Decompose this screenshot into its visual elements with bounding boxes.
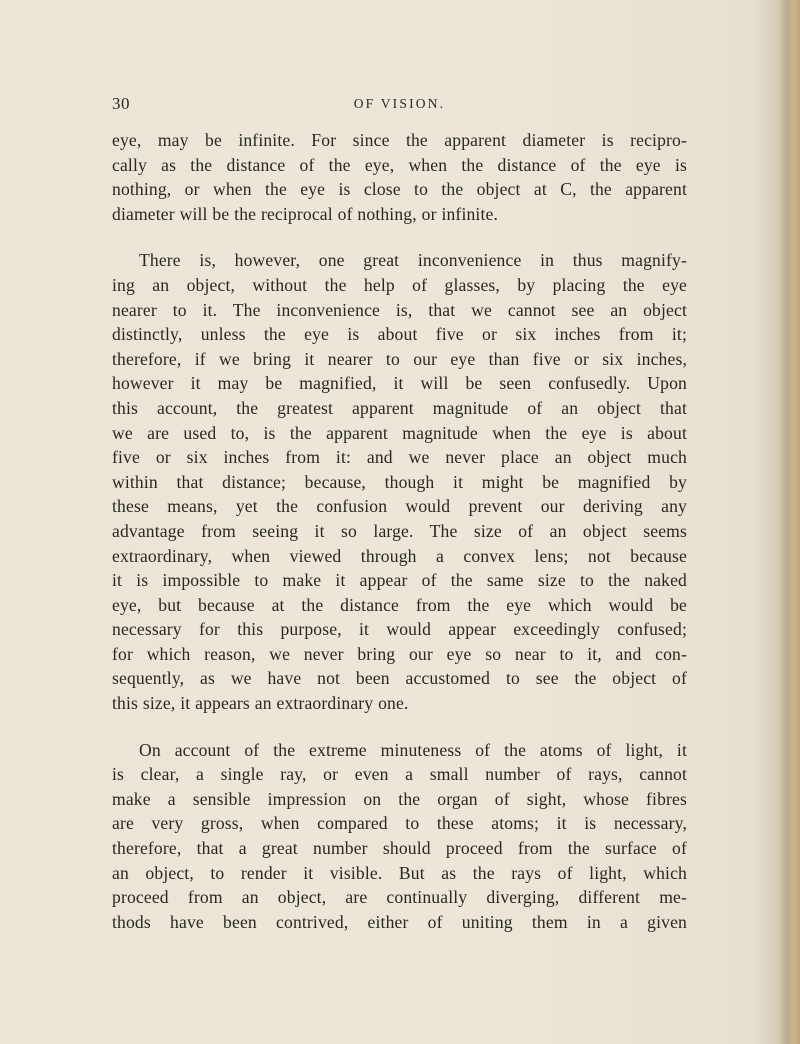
text-line: five or six inches from it: and we never place an object much: [112, 447, 687, 468]
text-line: therefore, that a great number should proceed from the surface of: [112, 838, 687, 859]
text-line: There is, however, one great inconvenience in thus magnify-: [139, 250, 687, 271]
text-line: cally as the distance of the eye, when the distance of the eye is: [112, 154, 687, 175]
page-number: 30: [112, 94, 130, 113]
text-line: eye, may be infinite. For since the apparent diameter is recipro-: [112, 130, 687, 150]
text-line: distinctly, unless the eye is about five or six inches from it;: [112, 324, 687, 345]
text-line: therefore, if we bring it nearer to our eye than five or six inches,: [112, 348, 687, 369]
text-line: necessary for this purpose, it would appear exceedingly confused;: [112, 619, 687, 640]
text-line: nothing, or when the eye is close to the object at C, the apparent: [112, 179, 687, 200]
text-line: this size, it appears an extraordinary one.: [112, 693, 409, 714]
text-line: for which reason, we never bring our eye so near to it, and con-: [112, 643, 687, 664]
text-line: these means, yet the confusion would prevent our deriving any: [112, 496, 687, 517]
text-line: however it may be magnified, it will be seen confusedly. Upon: [112, 373, 687, 394]
running-head: OF VISION.: [353, 96, 446, 111]
text-line: sequently, as we have not been accustomed to see the object of: [112, 668, 687, 689]
text-line: eye, but because at the distance from the eye which would be: [112, 594, 687, 615]
text-line: ing an object, without the help of glasses, by placing the eye: [112, 274, 687, 295]
text-line: within that distance; because, though it might be magnified by: [112, 471, 687, 492]
text-line: is clear, a single ray, or even a small number of rays, cannot: [112, 764, 687, 785]
text-line: thods have been contrived, either of uniting them in a given: [112, 911, 687, 932]
text-line: diameter will be the reciprocal of nothing, or infinite.: [112, 203, 499, 224]
text-line: proceed from an object, are continually diverging, different me-: [112, 887, 687, 908]
text-line: extraordinary, when viewed through a convex lens; not because: [112, 545, 687, 566]
text-line: On account of the extreme minuteness of the atoms of light, it: [139, 739, 687, 760]
text-line: nearer to it. The inconvenience is, that we cannot see an object: [112, 299, 687, 320]
text-line: we are used to, is the apparent magnitude when the eye is about: [112, 422, 687, 443]
text-line: this account, the greatest apparent magnitude of an object that: [112, 397, 687, 418]
body-text: [112, 128, 687, 934]
paragraph-3: [112, 738, 687, 935]
text-line: it is impossible to make it appear of the same size to the naked: [112, 570, 687, 591]
page-header: [112, 94, 687, 116]
text-line: are very gross, when compared to these atoms; it is necessary,: [112, 813, 687, 834]
text-line: an object, to render it visible. But as the rays of light, which: [112, 862, 687, 883]
text-line: advantage from seeing it so large. The size of an object seems: [112, 520, 687, 541]
page-edge-shadow: [778, 0, 800, 1044]
text-line: make a sensible impression on the organ of sight, whose fibres: [112, 788, 687, 809]
paragraph-1: [112, 128, 687, 226]
paragraph-2: [112, 248, 687, 715]
